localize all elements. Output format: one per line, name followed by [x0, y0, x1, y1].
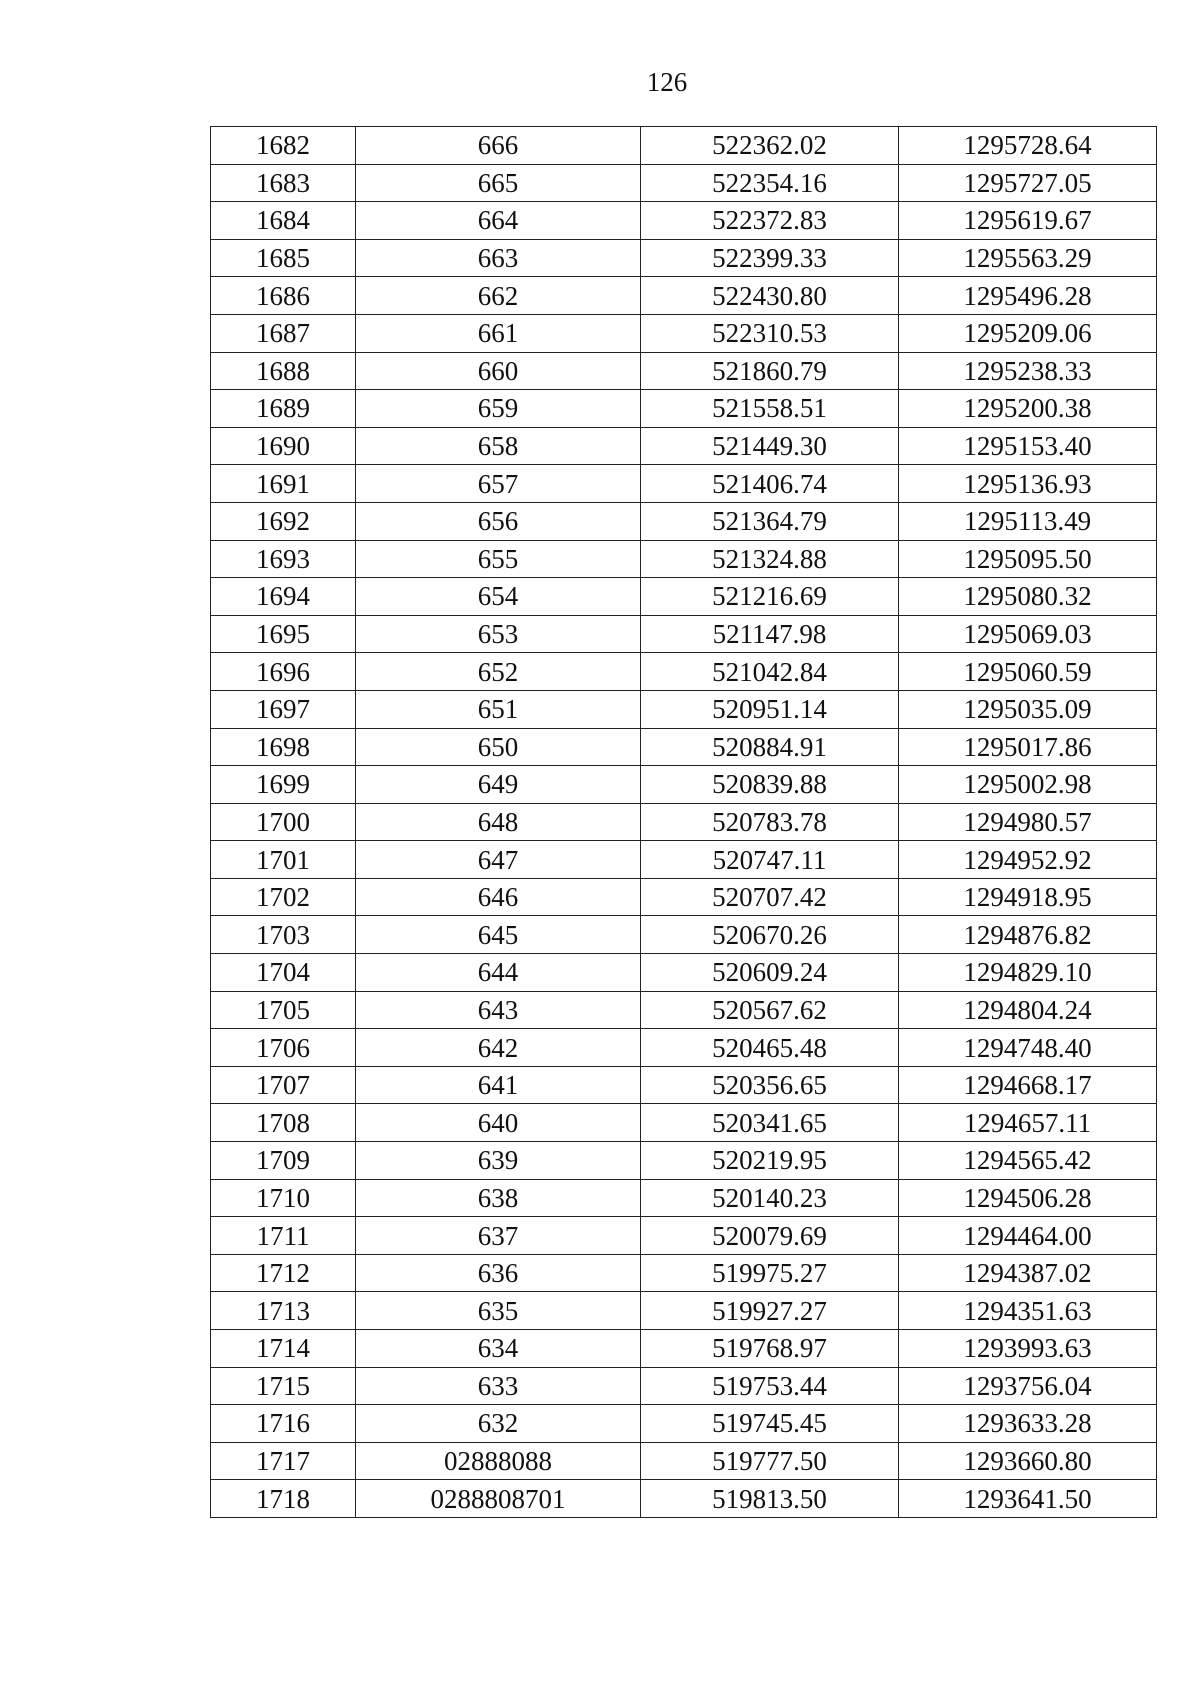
reference-number-cell: 638	[356, 1179, 641, 1217]
point-number-cell: 1701	[211, 841, 356, 879]
y-coordinate-cell: 1294351.63	[899, 1292, 1157, 1330]
x-coordinate-cell: 520356.65	[641, 1066, 899, 1104]
y-coordinate-cell: 1293641.50	[899, 1480, 1157, 1518]
point-number-cell: 1691	[211, 465, 356, 503]
point-number-cell: 1692	[211, 502, 356, 540]
y-coordinate-cell: 1294829.10	[899, 954, 1157, 992]
x-coordinate-cell: 521216.69	[641, 578, 899, 616]
reference-number-cell: 637	[356, 1217, 641, 1255]
x-coordinate-cell: 520670.26	[641, 916, 899, 954]
point-number-cell: 1694	[211, 578, 356, 616]
y-coordinate-cell: 1295563.29	[899, 239, 1157, 277]
reference-number-cell: 658	[356, 427, 641, 465]
y-coordinate-cell: 1294918.95	[899, 878, 1157, 916]
x-coordinate-cell: 520219.95	[641, 1142, 899, 1180]
table-row	[211, 1104, 1157, 1142]
point-number-cell: 1702	[211, 878, 356, 916]
point-number-cell: 1687	[211, 314, 356, 352]
point-number-cell: 1703	[211, 916, 356, 954]
x-coordinate-cell: 522310.53	[641, 314, 899, 352]
reference-number-cell: 632	[356, 1405, 641, 1443]
x-coordinate-cell: 520839.88	[641, 766, 899, 804]
x-coordinate-cell: 521042.84	[641, 653, 899, 691]
x-coordinate-cell: 520567.62	[641, 991, 899, 1029]
point-number-cell: 1714	[211, 1330, 356, 1368]
x-coordinate-cell: 520951.14	[641, 690, 899, 728]
point-number-cell: 1717	[211, 1442, 356, 1480]
table-row	[211, 127, 1157, 165]
table-row	[211, 766, 1157, 804]
point-number-cell: 1710	[211, 1179, 356, 1217]
reference-number-cell: 664	[356, 202, 641, 240]
reference-number-cell: 656	[356, 502, 641, 540]
table-row	[211, 1254, 1157, 1292]
point-number-cell: 1705	[211, 991, 356, 1029]
reference-number-cell: 636	[356, 1254, 641, 1292]
y-coordinate-cell: 1295060.59	[899, 653, 1157, 691]
y-coordinate-cell: 1295095.50	[899, 540, 1157, 578]
table-row	[211, 916, 1157, 954]
point-number-cell: 1718	[211, 1480, 356, 1518]
x-coordinate-cell: 520341.65	[641, 1104, 899, 1142]
reference-number-cell: 652	[356, 653, 641, 691]
point-number-cell: 1690	[211, 427, 356, 465]
point-number-cell: 1707	[211, 1066, 356, 1104]
point-number-cell: 1712	[211, 1254, 356, 1292]
table-row	[211, 578, 1157, 616]
y-coordinate-cell: 1294748.40	[899, 1029, 1157, 1067]
reference-number-cell: 661	[356, 314, 641, 352]
page-number: 126	[646, 67, 688, 97]
x-coordinate-cell: 521324.88	[641, 540, 899, 578]
y-coordinate-cell: 1293633.28	[899, 1405, 1157, 1443]
x-coordinate-cell: 520747.11	[641, 841, 899, 879]
reference-number-cell: 665	[356, 164, 641, 202]
table-row	[211, 1405, 1157, 1443]
x-coordinate-cell: 521364.79	[641, 502, 899, 540]
point-number-cell: 1689	[211, 390, 356, 428]
y-coordinate-cell: 1295153.40	[899, 427, 1157, 465]
y-coordinate-cell: 1295113.49	[899, 502, 1157, 540]
table-row	[211, 728, 1157, 766]
x-coordinate-cell: 519768.97	[641, 1330, 899, 1368]
point-number-cell: 1711	[211, 1217, 356, 1255]
x-coordinate-cell: 522372.83	[641, 202, 899, 240]
x-coordinate-cell: 519927.27	[641, 1292, 899, 1330]
table-row	[211, 1142, 1157, 1180]
reference-number-cell: 651	[356, 690, 641, 728]
reference-number-cell: 645	[356, 916, 641, 954]
point-number-cell: 1699	[211, 766, 356, 804]
table-row	[211, 841, 1157, 879]
table-row	[211, 540, 1157, 578]
y-coordinate-cell: 1293993.63	[899, 1330, 1157, 1368]
y-coordinate-cell: 1295238.33	[899, 352, 1157, 390]
y-coordinate-cell: 1295496.28	[899, 277, 1157, 315]
y-coordinate-cell: 1294952.92	[899, 841, 1157, 879]
point-number-cell: 1700	[211, 803, 356, 841]
table-row	[211, 1330, 1157, 1368]
y-coordinate-cell: 1294464.00	[899, 1217, 1157, 1255]
coordinates-table	[210, 126, 1157, 1518]
reference-number-cell: 0288808701	[356, 1480, 641, 1518]
table-row	[211, 878, 1157, 916]
x-coordinate-cell: 520783.78	[641, 803, 899, 841]
table-row	[211, 1217, 1157, 1255]
y-coordinate-cell: 1294668.17	[899, 1066, 1157, 1104]
point-number-cell: 1684	[211, 202, 356, 240]
table-row	[211, 465, 1157, 503]
x-coordinate-cell: 521406.74	[641, 465, 899, 503]
point-number-cell: 1696	[211, 653, 356, 691]
y-coordinate-cell: 1295619.67	[899, 202, 1157, 240]
reference-number-cell: 650	[356, 728, 641, 766]
table-row	[211, 1179, 1157, 1217]
point-number-cell: 1716	[211, 1405, 356, 1443]
y-coordinate-cell: 1293756.04	[899, 1367, 1157, 1405]
reference-number-cell: 660	[356, 352, 641, 390]
table-row	[211, 690, 1157, 728]
table-row	[211, 1480, 1157, 1518]
reference-number-cell: 02888088	[356, 1442, 641, 1480]
point-number-cell: 1704	[211, 954, 356, 992]
table-row	[211, 314, 1157, 352]
point-number-cell: 1685	[211, 239, 356, 277]
table-row	[211, 991, 1157, 1029]
table-row	[211, 502, 1157, 540]
x-coordinate-cell: 520609.24	[641, 954, 899, 992]
x-coordinate-cell: 522362.02	[641, 127, 899, 165]
x-coordinate-cell: 519813.50	[641, 1480, 899, 1518]
y-coordinate-cell: 1294980.57	[899, 803, 1157, 841]
table-body	[211, 127, 1157, 1518]
y-coordinate-cell: 1294506.28	[899, 1179, 1157, 1217]
point-number-cell: 1708	[211, 1104, 356, 1142]
y-coordinate-cell: 1295017.86	[899, 728, 1157, 766]
point-number-cell: 1688	[211, 352, 356, 390]
point-number-cell: 1682	[211, 127, 356, 165]
point-number-cell: 1686	[211, 277, 356, 315]
point-number-cell: 1693	[211, 540, 356, 578]
y-coordinate-cell: 1295200.38	[899, 390, 1157, 428]
x-coordinate-cell: 520079.69	[641, 1217, 899, 1255]
x-coordinate-cell: 519753.44	[641, 1367, 899, 1405]
table-row	[211, 1367, 1157, 1405]
y-coordinate-cell: 1293660.80	[899, 1442, 1157, 1480]
reference-number-cell: 644	[356, 954, 641, 992]
y-coordinate-cell: 1295002.98	[899, 766, 1157, 804]
reference-number-cell: 642	[356, 1029, 641, 1067]
reference-number-cell: 663	[356, 239, 641, 277]
x-coordinate-cell: 521147.98	[641, 615, 899, 653]
reference-number-cell: 648	[356, 803, 641, 841]
table-row	[211, 1066, 1157, 1104]
reference-number-cell: 646	[356, 878, 641, 916]
y-coordinate-cell: 1295209.06	[899, 314, 1157, 352]
table-row	[211, 390, 1157, 428]
reference-number-cell: 634	[356, 1330, 641, 1368]
y-coordinate-cell: 1295035.09	[899, 690, 1157, 728]
y-coordinate-cell: 1294876.82	[899, 916, 1157, 954]
table-row	[211, 1292, 1157, 1330]
reference-number-cell: 666	[356, 127, 641, 165]
reference-number-cell: 641	[356, 1066, 641, 1104]
x-coordinate-cell: 522354.16	[641, 164, 899, 202]
point-number-cell: 1683	[211, 164, 356, 202]
table-row	[211, 954, 1157, 992]
y-coordinate-cell: 1295136.93	[899, 465, 1157, 503]
x-coordinate-cell: 521449.30	[641, 427, 899, 465]
reference-number-cell: 653	[356, 615, 641, 653]
x-coordinate-cell: 519975.27	[641, 1254, 899, 1292]
reference-number-cell: 662	[356, 277, 641, 315]
table-row	[211, 164, 1157, 202]
x-coordinate-cell: 520465.48	[641, 1029, 899, 1067]
point-number-cell: 1715	[211, 1367, 356, 1405]
reference-number-cell: 643	[356, 991, 641, 1029]
reference-number-cell: 659	[356, 390, 641, 428]
table-row	[211, 427, 1157, 465]
table-row	[211, 202, 1157, 240]
x-coordinate-cell: 520884.91	[641, 728, 899, 766]
y-coordinate-cell: 1294804.24	[899, 991, 1157, 1029]
table-row	[211, 239, 1157, 277]
y-coordinate-cell: 1294387.02	[899, 1254, 1157, 1292]
reference-number-cell: 657	[356, 465, 641, 503]
point-number-cell: 1706	[211, 1029, 356, 1067]
x-coordinate-cell: 522430.80	[641, 277, 899, 315]
reference-number-cell: 654	[356, 578, 641, 616]
x-coordinate-cell: 519745.45	[641, 1405, 899, 1443]
x-coordinate-cell: 521558.51	[641, 390, 899, 428]
x-coordinate-cell: 520140.23	[641, 1179, 899, 1217]
table-row	[211, 615, 1157, 653]
y-coordinate-cell: 1294657.11	[899, 1104, 1157, 1142]
point-number-cell: 1697	[211, 690, 356, 728]
table-row	[211, 277, 1157, 315]
reference-number-cell: 655	[356, 540, 641, 578]
x-coordinate-cell: 520707.42	[641, 878, 899, 916]
y-coordinate-cell: 1295080.32	[899, 578, 1157, 616]
table-row	[211, 653, 1157, 691]
table-row	[211, 1029, 1157, 1067]
point-number-cell: 1698	[211, 728, 356, 766]
reference-number-cell: 640	[356, 1104, 641, 1142]
x-coordinate-cell: 521860.79	[641, 352, 899, 390]
table-row	[211, 352, 1157, 390]
x-coordinate-cell: 522399.33	[641, 239, 899, 277]
reference-number-cell: 649	[356, 766, 641, 804]
y-coordinate-cell: 1295728.64	[899, 127, 1157, 165]
x-coordinate-cell: 519777.50	[641, 1442, 899, 1480]
y-coordinate-cell: 1294565.42	[899, 1142, 1157, 1180]
point-number-cell: 1709	[211, 1142, 356, 1180]
reference-number-cell: 639	[356, 1142, 641, 1180]
reference-number-cell: 633	[356, 1367, 641, 1405]
table-row	[211, 1442, 1157, 1480]
point-number-cell: 1695	[211, 615, 356, 653]
reference-number-cell: 647	[356, 841, 641, 879]
table-row	[211, 803, 1157, 841]
point-number-cell: 1713	[211, 1292, 356, 1330]
reference-number-cell: 635	[356, 1292, 641, 1330]
y-coordinate-cell: 1295069.03	[899, 615, 1157, 653]
y-coordinate-cell: 1295727.05	[899, 164, 1157, 202]
